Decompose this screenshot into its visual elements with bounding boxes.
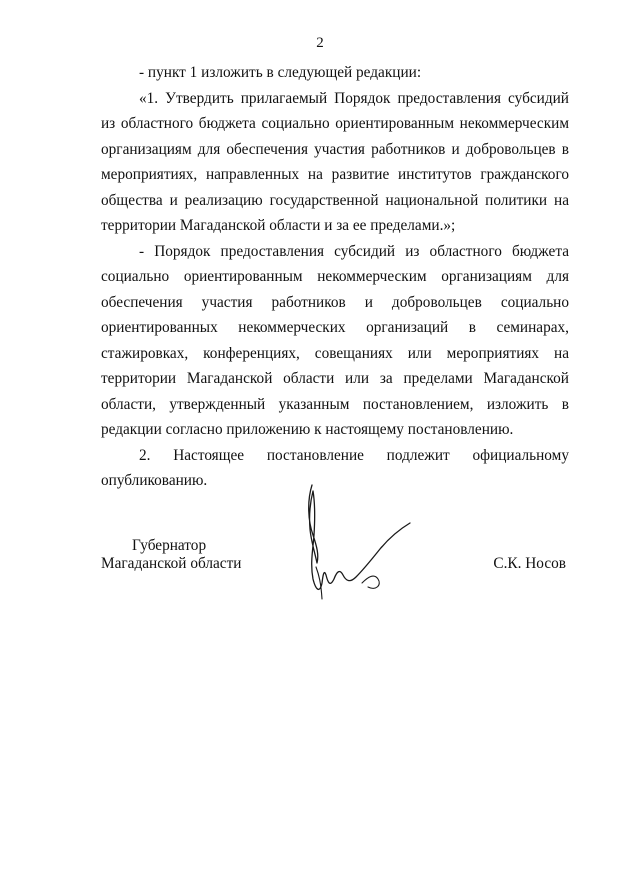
- signatory-name: С.К. Носов: [493, 555, 566, 572]
- paragraph-publication: 2. Настоящее постановление подлежит официальному опубликованию.: [101, 446, 569, 489]
- paragraph-procedure-amendment: - Порядок предоставления субсидий из областного бюджета социально ориентированным некоммерческим организациям для обеспечения участия работников и добровольцев социально ориентированных некоммерческих организаций в семинарах, стажировках, конференциях, совещаниях или мероприятиях на территории Магаданской области или за пределами Магаданской области, утвержденный указанным постановлением, изложить в редакции согласно приложению к настоящему постановлению.: [101, 242, 569, 438]
- signatory-region: Магаданской области: [101, 555, 242, 572]
- page-number: 2: [316, 35, 324, 51]
- handwritten-signature: [298, 483, 428, 608]
- document-body: [101, 60, 569, 494]
- signatory-position: Губернатор: [132, 537, 207, 554]
- paragraph-item-1-text: «1. Утвердить прилагаемый Порядок предоставления субсидий из областного бюджета социально ориентированным некоммерческим организациям для обеспечения участия работников и добровольцев в мероприятиях, направленных на развитие институтов гражданского общества и реализацию государственной национальной политики на территории Магаданской области и за ее пределами.»;: [101, 89, 569, 234]
- signatory-title: [101, 537, 241, 573]
- paragraph-amendment-intro: - пункт 1 изложить в следующей редакции:: [139, 64, 422, 81]
